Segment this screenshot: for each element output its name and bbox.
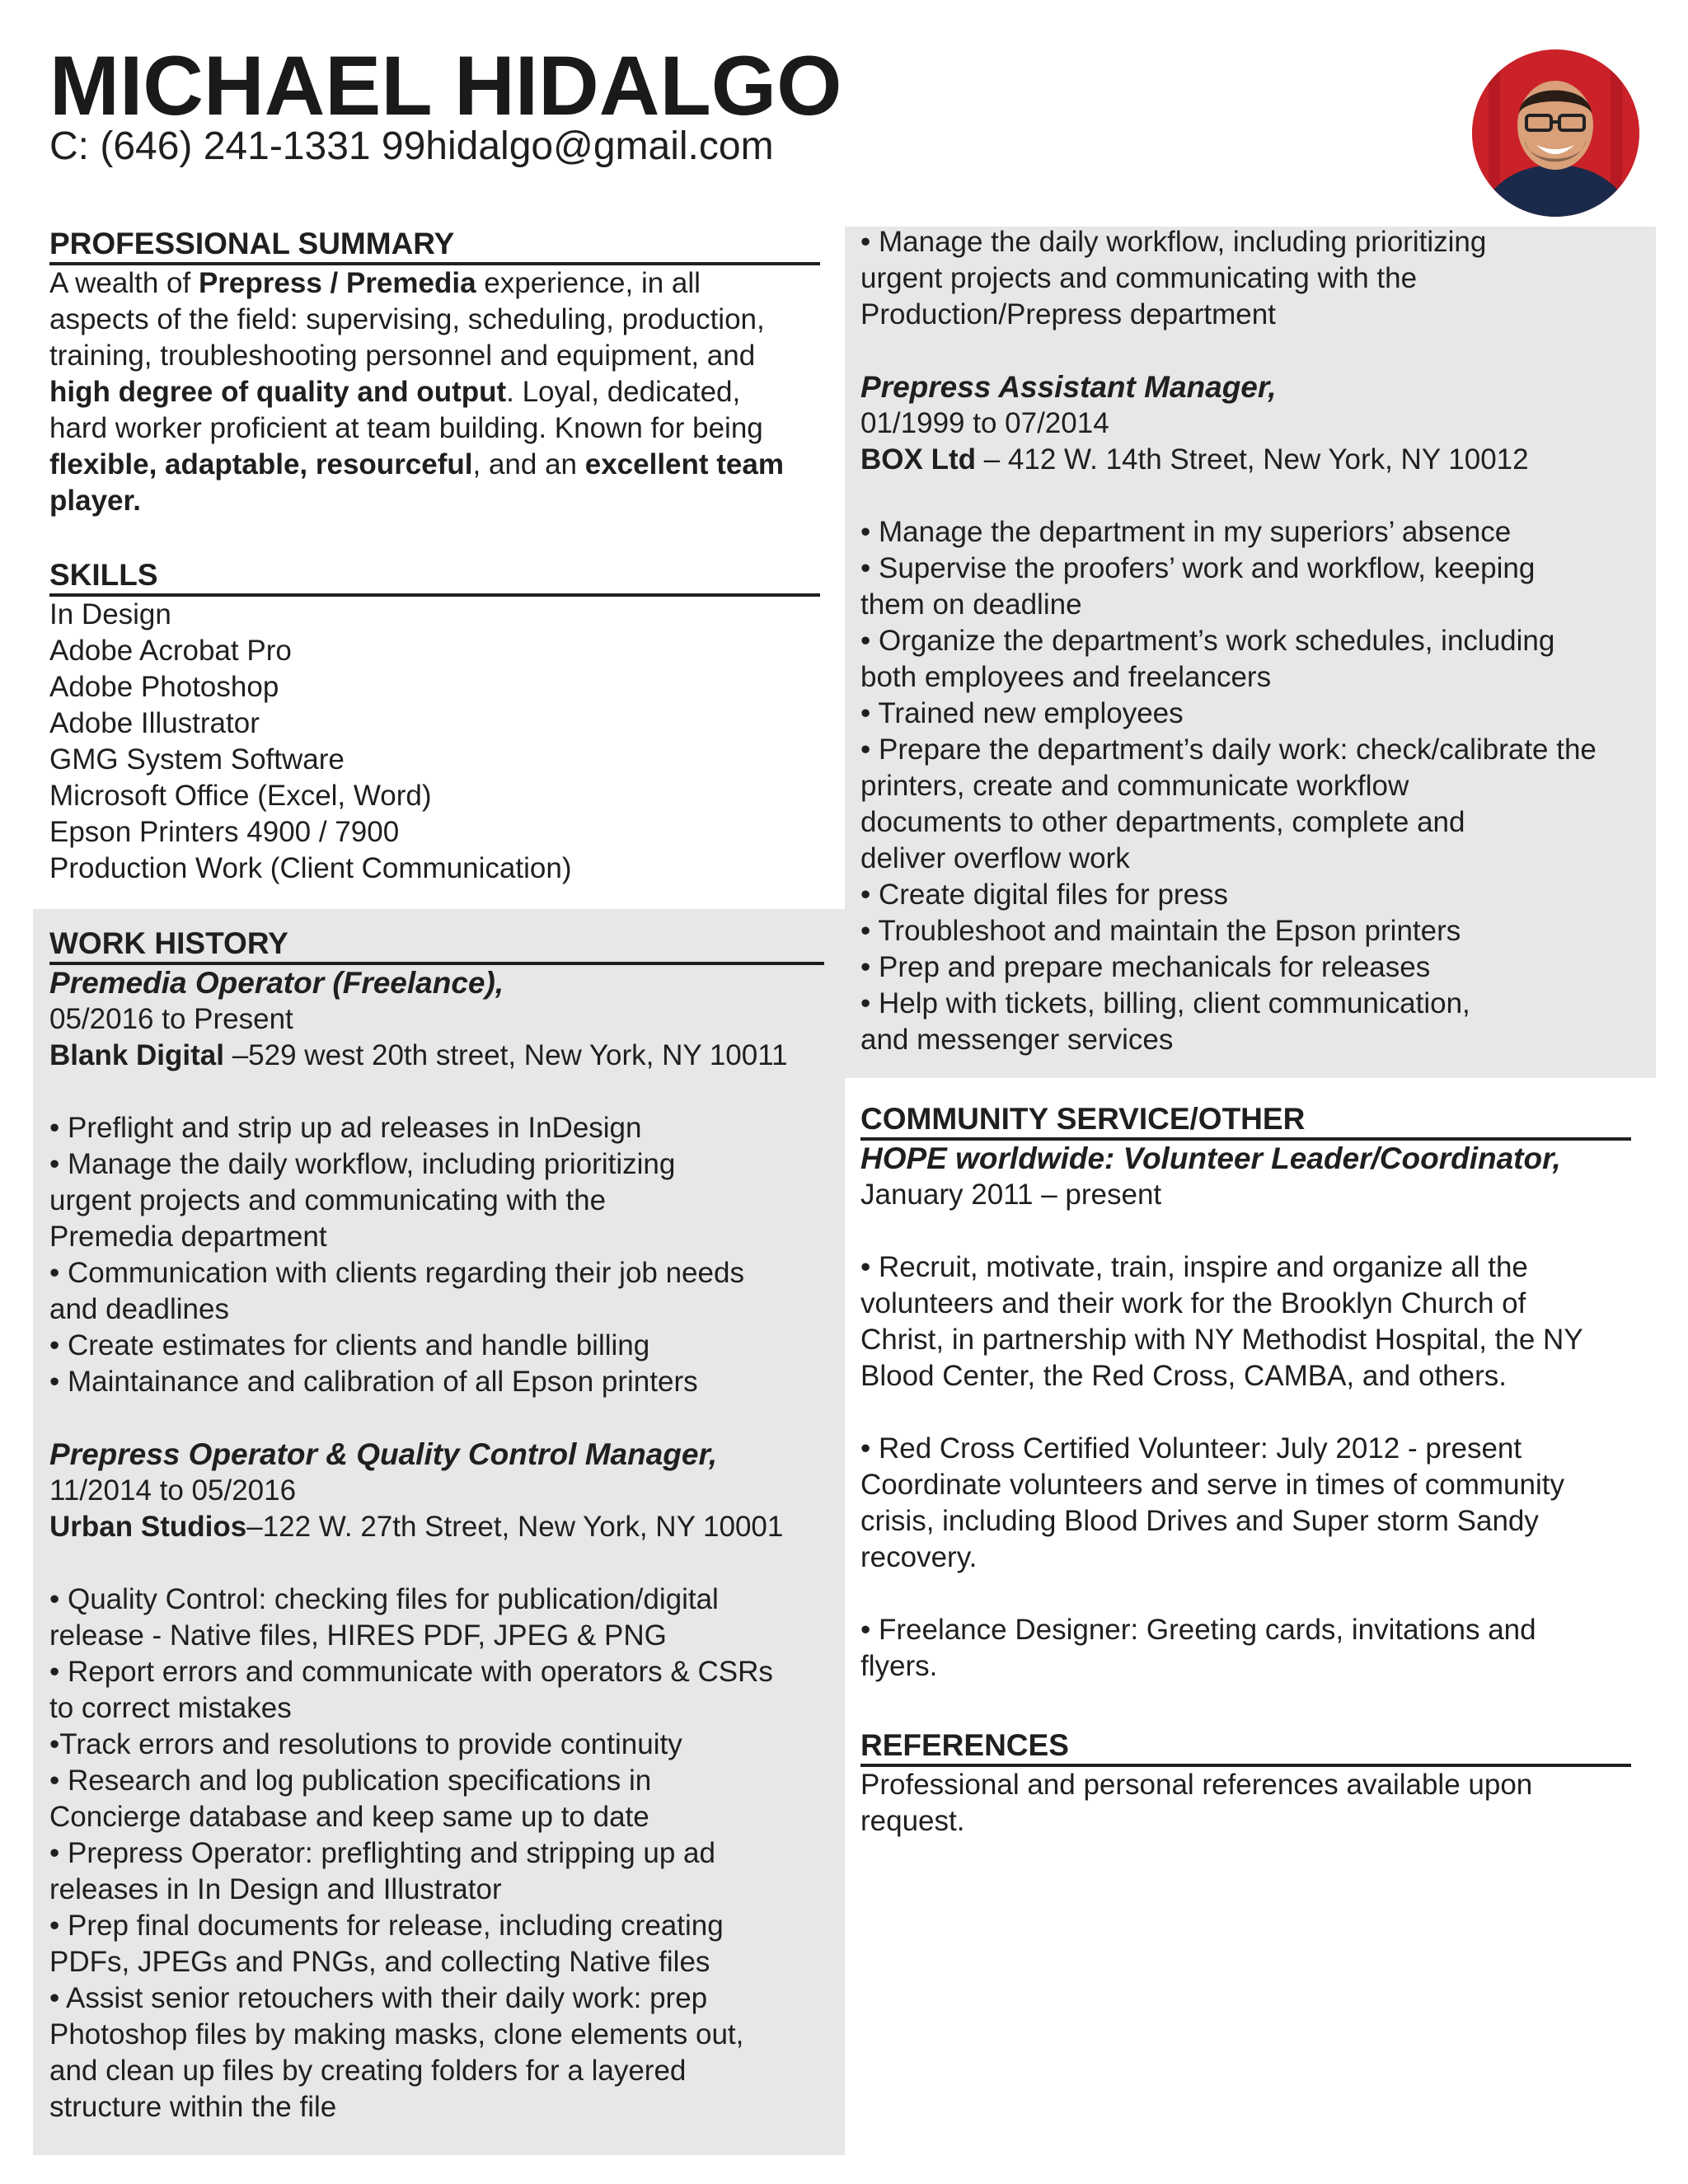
summary-text-run: , and an: [472, 448, 585, 480]
job-entry: [49, 965, 824, 1400]
bullet-line: • Maintainance and calibration of all Epson printers: [49, 1366, 698, 1398]
bullet-line: • Troubleshoot and maintain the Epson printers: [860, 915, 1461, 947]
bullet-line: • Create digital files for press: [860, 879, 1229, 911]
community-paragraph: [860, 1249, 1631, 1394]
bullet-line: them on deadline: [860, 588, 1082, 621]
summary-text-run: . Loyal, dedicated,: [506, 376, 741, 408]
skill-item: Adobe Acrobat Pro: [49, 635, 292, 667]
bullet-line: • Prep final documents for release, including creating: [49, 1910, 724, 1942]
bullet-line: urgent projects and communicating with the: [49, 1184, 607, 1216]
profile-photo: [1472, 49, 1639, 217]
summary-text-run: aspects of the field: supervising, scheduling, production,: [49, 303, 765, 335]
references-line: Professional and personal references available upon: [860, 1769, 1533, 1801]
company-address: –529 west 20th street, New York, NY 10011: [223, 1039, 788, 1071]
community-line: • Red Cross Certified Volunteer: July 2012 - present: [860, 1432, 1522, 1465]
community-line: Coordinate volunteers and serve in times of community: [860, 1469, 1565, 1501]
summary-text-run: flexible, adaptable, resourceful: [49, 448, 473, 480]
summary-text-run: player.: [49, 485, 141, 517]
community-service-heading: COMMUNITY SERVICE/OTHER: [860, 1101, 1631, 1141]
summary-text-run: hard worker proficient at team building. Known for being: [49, 412, 763, 444]
job-entry: [860, 369, 1643, 1058]
job-bullets: [860, 514, 1643, 1058]
bullet-line: • Communication with clients regarding their job needs: [49, 1257, 744, 1289]
community-role-title: HOPE worldwide: Volunteer Leader/Coordinator,: [860, 1141, 1561, 1175]
community-line: recovery.: [860, 1541, 978, 1573]
summary-text-run: training, troubleshooting personnel and equipment, and: [49, 340, 756, 372]
bullet-line: documents to other departments, complete and: [860, 806, 1465, 838]
bullet-line: • Organize the department’s work schedules, including: [860, 625, 1555, 657]
bullet-line: • Trained new employees: [860, 697, 1184, 729]
bullet-line: PDFs, JPEGs and PNGs, and collecting Native files: [49, 1946, 710, 1978]
bullet-line: deliver overflow work: [860, 842, 1130, 874]
bullet-line: • Assist senior retouchers with their daily work: prep: [49, 1982, 708, 2014]
bullet-line: • Quality Control: checking files for publication/digital: [49, 1583, 719, 1615]
summary-line: [49, 447, 820, 483]
skill-item: Microsoft Office (Excel, Word): [49, 780, 432, 812]
community-paragraph: [860, 1431, 1631, 1576]
skills-section: [49, 557, 820, 887]
bullet-line: • Preflight and strip up ad releases in InDesign: [49, 1112, 642, 1144]
contact-info: C: (646) 241-1331 99hidalgo@gmail.com: [49, 124, 774, 168]
community-line: volunteers and their work for the Brooklyn Church of: [860, 1287, 1526, 1319]
summary-line: [49, 374, 820, 410]
bullet-line: Premedia department: [49, 1221, 327, 1253]
work-history-heading: WORK HISTORY: [49, 926, 824, 965]
summary-line: [49, 265, 820, 302]
summary-text-run: excellent team: [584, 448, 784, 480]
summary-text-run: experience, in all: [476, 267, 701, 299]
job-title: Premedia Operator (Freelance),: [49, 966, 504, 1000]
skill-item: Adobe Photoshop: [49, 671, 279, 703]
community-line: flyers.: [860, 1650, 938, 1682]
skill-item: Adobe Illustrator: [49, 707, 260, 739]
candidate-name: MICHAEL HIDALGO: [49, 39, 842, 133]
skills-heading: SKILLS: [49, 557, 820, 597]
job-dates: 01/1999 to 07/2014: [860, 407, 1109, 439]
references-heading: REFERENCES: [860, 1727, 1631, 1767]
bullet-line: • Manage the department in my superiors’ absence: [860, 516, 1512, 548]
skill-item: GMG System Software: [49, 743, 345, 776]
bullet-line: • Help with tickets, billing, client communication,: [860, 987, 1470, 1019]
community-line: • Freelance Designer: Greeting cards, invitations and: [860, 1614, 1536, 1646]
bullet-line: •Track errors and resolutions to provide continuity: [49, 1728, 682, 1760]
company-address: –122 W. 27th Street, New York, NY 10001: [246, 1511, 784, 1543]
bullet-line: Concierge database and keep same up to date: [49, 1801, 649, 1833]
community-line: crisis, including Blood Drives and Super storm Sandy: [860, 1505, 1539, 1537]
bullet-line: to correct mistakes: [49, 1692, 292, 1724]
summary-line: [49, 410, 820, 447]
professional-summary-section: [49, 226, 820, 519]
job-company-line: [860, 442, 1643, 478]
community-dates: January 2011 – present: [860, 1179, 1162, 1211]
bullet-line: and messenger services: [860, 1024, 1174, 1056]
work-history-continued: [860, 224, 1643, 1058]
skill-item: In Design: [49, 598, 171, 630]
bullet-line: and clean up files by creating folders for a layered: [49, 2055, 687, 2087]
job-company-line: [49, 1509, 824, 1545]
bullet-line: • Create estimates for clients and handle billing: [49, 1329, 650, 1361]
skill-item: Production Work (Client Communication): [49, 852, 572, 884]
skill-item: Epson Printers 4900 / 7900: [49, 816, 400, 848]
bullet-line: • Prep and prepare mechanicals for releases: [860, 951, 1431, 983]
work-history-section: [49, 926, 824, 2125]
company-address: – 412 W. 14th Street, New York, NY 10012: [975, 443, 1529, 476]
company-name: BOX Ltd: [860, 443, 976, 476]
summary-text-run: A wealth of: [49, 267, 199, 299]
summary-line: [49, 483, 820, 519]
job-entry: [49, 1436, 824, 2125]
job-dates: 05/2016 to Present: [49, 1003, 293, 1035]
summary-line: [49, 302, 820, 338]
references-section: [860, 1727, 1631, 1840]
bullet-line: structure within the file: [49, 2091, 337, 2123]
bullet-line: • Research and log publication specifications in: [49, 1765, 652, 1797]
summary-paragraph: [49, 265, 820, 519]
bullet-line: • Supervise the proofers’ work and workflow, keeping: [860, 552, 1536, 584]
community-line: • Recruit, motivate, train, inspire and organize all the: [860, 1251, 1528, 1283]
bullet-line: and deadlines: [49, 1293, 229, 1325]
job-title: Prepress Operator & Quality Control Manager,: [49, 1437, 718, 1471]
company-name: Blank Digital: [49, 1039, 224, 1071]
bullet-line: Photoshop files by making masks, clone elements out,: [49, 2018, 744, 2050]
community-line: Christ, in partnership with NY Methodist Hospital, the NY: [860, 1324, 1583, 1356]
bullet-line: • Manage the daily workflow, including prioritizing: [860, 226, 1487, 258]
job-continuation: [860, 224, 1643, 333]
bullet-line: • Prepare the department’s daily work: check/calibrate the: [860, 733, 1597, 766]
professional-summary-heading: PROFESSIONAL SUMMARY: [49, 226, 820, 265]
bullet-line: • Manage the daily workflow, including prioritizing: [49, 1148, 676, 1180]
bullet-line: release - Native files, HIRES PDF, JPEG & PNG: [49, 1619, 667, 1652]
bullet-line: • Prepress Operator: preflighting and stripping up ad: [49, 1837, 715, 1869]
job-bullets: [49, 1582, 824, 2125]
bullet-line: printers, create and communicate workflow: [860, 770, 1409, 802]
community-service-section: [860, 1101, 1631, 1685]
job-title: Prepress Assistant Manager,: [860, 370, 1277, 404]
job-dates: 11/2014 to 05/2016: [49, 1474, 297, 1507]
job-bullets: [49, 1110, 824, 1400]
company-name: Urban Studios: [49, 1511, 247, 1543]
summary-text-run: high degree of quality and output: [49, 376, 507, 408]
summary-line: [49, 338, 820, 374]
bullet-line: urgent projects and communicating with the: [860, 262, 1418, 294]
bullet-line: both employees and freelancers: [860, 661, 1272, 693]
job-company-line: [49, 1038, 824, 1074]
skills-list: [49, 597, 820, 887]
bullet-line: Production/Prepress department: [860, 298, 1276, 330]
community-paragraph: [860, 1612, 1631, 1685]
bullet-line: releases in In Design and Illustrator: [49, 1873, 502, 1905]
references-line: request.: [860, 1805, 965, 1837]
bullet-line: • Report errors and communicate with operators & CSRs: [49, 1656, 773, 1688]
community-line: Blood Center, the Red Cross, CAMBA, and others.: [860, 1360, 1507, 1392]
summary-text-run: Prepress / Premedia: [198, 267, 476, 299]
